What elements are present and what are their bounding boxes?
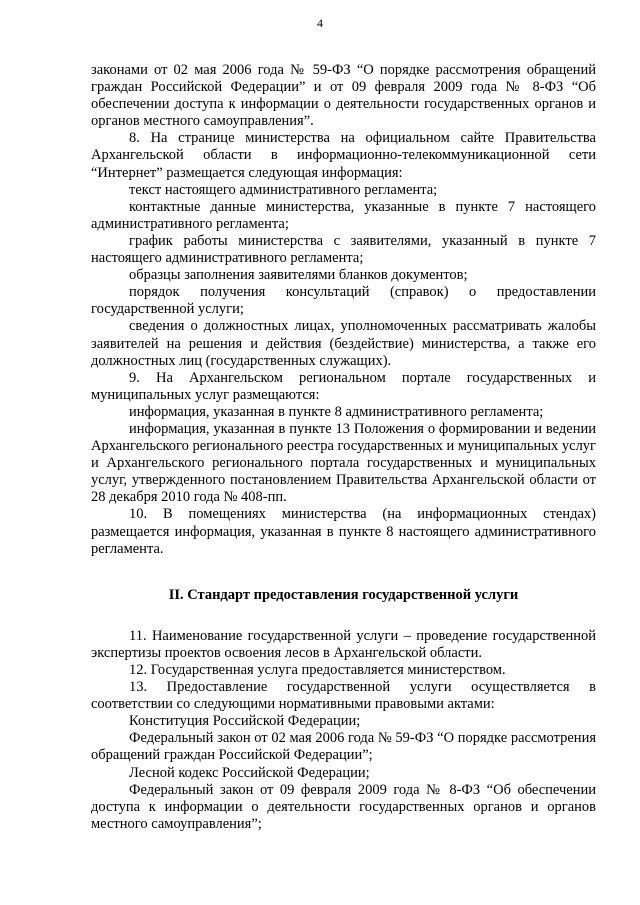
paragraph: 9. На Архангельском региональном портале государственных и муниципальных услуг размещаются: [91,369,596,403]
section-heading: II. Стандарт предоставления государственной услуги [168,586,519,603]
paragraph: информация, указанная в пункте 8 административного регламента; [129,403,544,420]
paragraph: Конституция Российской Федерации; [129,713,361,730]
paragraph: 10. В помещениях министерства (на информационных стендах) размещается информация, указанная в пункте 8 настоящего административного регламента. [91,506,596,557]
paragraph: Федеральный закон от 02 мая 2006 года № 59-ФЗ “О порядке рассмотрения обращений граждан Российской Федерации”; [91,730,596,764]
paragraph: Лесной кодекс Российской Федерации; [129,764,370,781]
paragraph: 11. Наименование государственной услуги – проведение государственной экспертизы проектов освоения лесов в Архангельской области. [91,627,596,661]
paragraph: 13. Предоставление государственной услуги осуществляется в соответствии со следующими нормативными правовыми актами: [91,679,596,713]
paragraph: законами от 02 мая 2006 года № 59-ФЗ “О порядке рассмотрения обращений граждан Российской Федерации” и от 09 февраля 2009 года № 8-ФЗ “Об обеспечении доступа к информации о деятельности государственных органов и органов местного самоуправления”. [91,62,596,130]
page-number: 4 [317,16,323,30]
document-body [91,62,596,833]
paragraph: текст настоящего административного регламента; [129,181,438,198]
paragraph: график работы министерства с заявителями, указанный в пункте 7 настоящего административного регламента; [91,232,596,267]
paragraph: 12. Государственная услуга предоставляется министерством. [129,662,506,678]
paragraph: информация, указанная в пункте 13 Положения о формировании и ведении Архангельского регионального реестра государственных и муниципальных услуг и Архангельского регионального портала государственных и муниципальных услуг, утвержденного постановлением Правительства Архангельской области от 28 декабря 2010 года № 408-пп. [91,420,596,506]
paragraph: сведения о должностных лицах, уполномоченных рассматривать жалобы заявителей на решения и действия (бездействие) министерства, а также его должностных лиц (государственных служащих). [91,318,596,369]
paragraph: образцы заполнения заявителями бланков документов; [129,267,468,284]
paragraph: Федеральный закон от 09 февраля 2009 года № 8-ФЗ “Об обеспечении доступа к информации о деятельности государственных органов и органов местного самоуправления”; [91,781,596,832]
paragraph: порядок получения консультаций (справок) о предоставлении государственной услуги; [91,284,596,318]
paragraph: контактные данные министерства, указанные в пункте 7 настоящего административного регламента; [91,198,596,232]
paragraph: 8. На странице министерства на официальном сайте Правительства Архангельской области в информационно-телекоммуникационной сети “Интернет” размещается следующая информация: [91,130,596,181]
